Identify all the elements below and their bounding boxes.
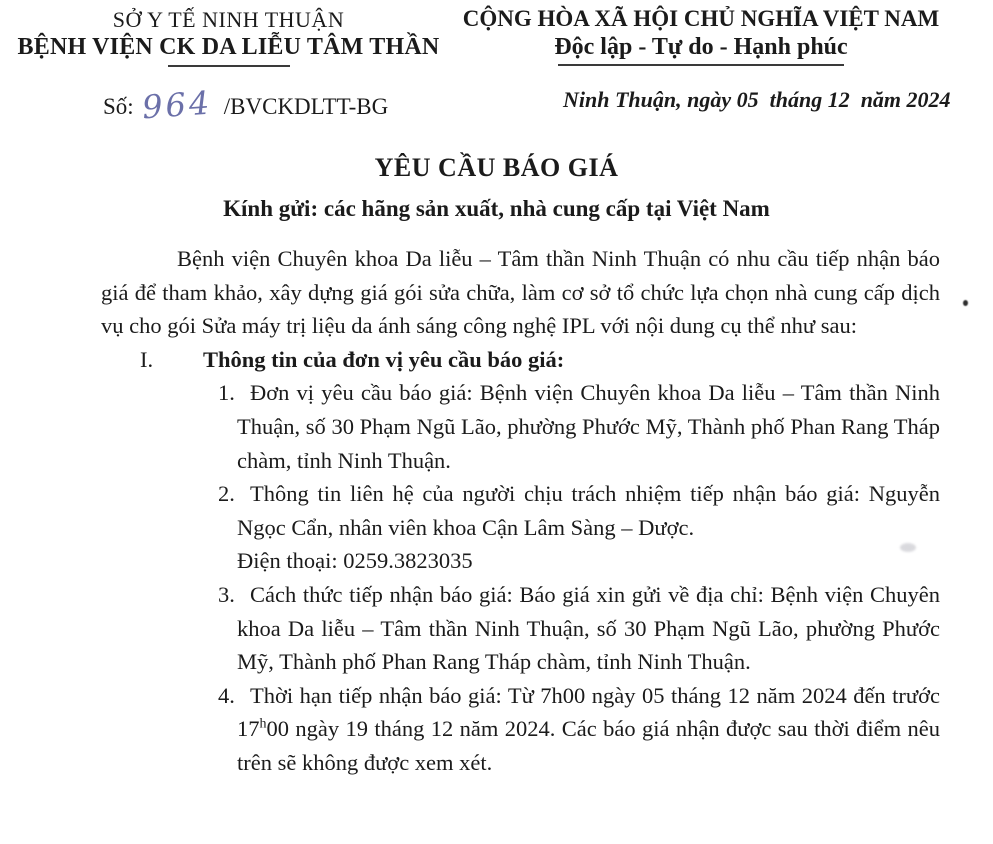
list-item-4	[218, 679, 940, 780]
list-item-1	[218, 376, 940, 477]
org-underline-rule	[168, 65, 290, 67]
org-name: BỆNH VIỆN CK DA LIỄU TÂM THẦN	[17, 33, 440, 60]
hour-superscript: h	[259, 716, 267, 732]
deadline-text-before: Thời hạn tiếp nhận báo giá: Từ 7h00 ngày 05 tháng 12 năm 2024 đến trước 17	[237, 682, 940, 742]
list-item-2-text: Thông tin liên hệ của người chịu trách nhiệm tiếp nhận báo giá: Nguyễn Ngọc Cẩn, nhân viên khoa Cận Lâm Sàng – Dược.	[237, 481, 940, 540]
motto-underline-rule	[558, 64, 844, 66]
scan-artifact-dot	[963, 300, 968, 306]
list-item-4-number: 4.	[218, 682, 235, 708]
document-body	[0, 242, 993, 780]
section-1-heading	[140, 343, 993, 377]
document-salutation: Kính gửi: các hãng sản xuất, nhà cung cấp tại Việt Nam	[223, 196, 770, 221]
list-item-1-text: Đơn vị yêu cầu báo giá: Bệnh viện Chuyên khoa Da liễu – Tâm thần Ninh Thuận, số 30 Phạm Ngũ Lão, phường Phước Mỹ, Thành phố Phan Rang Tháp chàm, tỉnh Ninh Thuận.	[237, 380, 940, 473]
list-item-3	[218, 578, 940, 679]
national-motto: Độc lập - Tự do - Hạnh phúc	[554, 33, 848, 60]
document-title: YÊU CẦU BÁO GIÁ	[374, 153, 619, 182]
national-header	[457, 5, 945, 66]
contact-phone-line: Điện thoại: 0259.3823035	[237, 548, 473, 574]
document-number-label: Số:	[103, 94, 134, 119]
deadline-text-after: 00 ngày 19 tháng 12 năm 2024. Các báo giá nhận được sau thời điểm nêu trên sẽ không được xem xét.	[237, 716, 940, 775]
document-number-suffix: /BVCKDLTT-BG	[223, 94, 389, 119]
org-header	[0, 7, 457, 67]
scan-artifact-smudge	[900, 543, 916, 552]
document-number-line	[103, 83, 389, 127]
list-item-2	[218, 477, 940, 578]
section-1-numeral: I.	[140, 346, 154, 372]
org-parent-name: SỞ Y TẾ NINH THUẬN	[112, 7, 345, 32]
list-item-4-text	[237, 679, 940, 780]
place-date-line: Ninh Thuận, ngày 05 tháng 12 năm 2024	[563, 87, 951, 112]
list-item-3-number: 3.	[218, 581, 235, 607]
national-title: CỘNG HÒA XÃ HỘI CHỦ NGHĨA VIỆT NAM	[462, 6, 940, 31]
list-item-2-number: 2.	[218, 481, 235, 507]
handwritten-document-number: 964	[140, 83, 214, 127]
list-item-1-number: 1.	[218, 380, 235, 406]
section-1-title: Thông tin của đơn vị yêu cầu báo giá:	[203, 346, 565, 372]
list-item-3-text: Cách thức tiếp nhận báo giá: Báo giá xin gửi về địa chỉ: Bệnh viện Chuyên khoa Da liễu – Tâm thần Ninh Thuận, số 30 Phạm Ngũ Lão, phường Phước Mỹ, Thành phố Phan Rang Tháp chàm, tỉnh Ninh Thuận.	[237, 581, 940, 675]
intro-paragraph: Bệnh viện Chuyên khoa Da liễu – Tâm thần Ninh Thuận có nhu cầu tiếp nhận báo giá để tham khảo, xây dựng giá gói sửa chữa, làm cơ sở tổ chức lựa chọn nhà cung cấp dịch vụ cho gói Sửa máy trị liệu da ánh sáng công nghệ IPL với nội dung cụ thể như sau:	[101, 246, 940, 339]
